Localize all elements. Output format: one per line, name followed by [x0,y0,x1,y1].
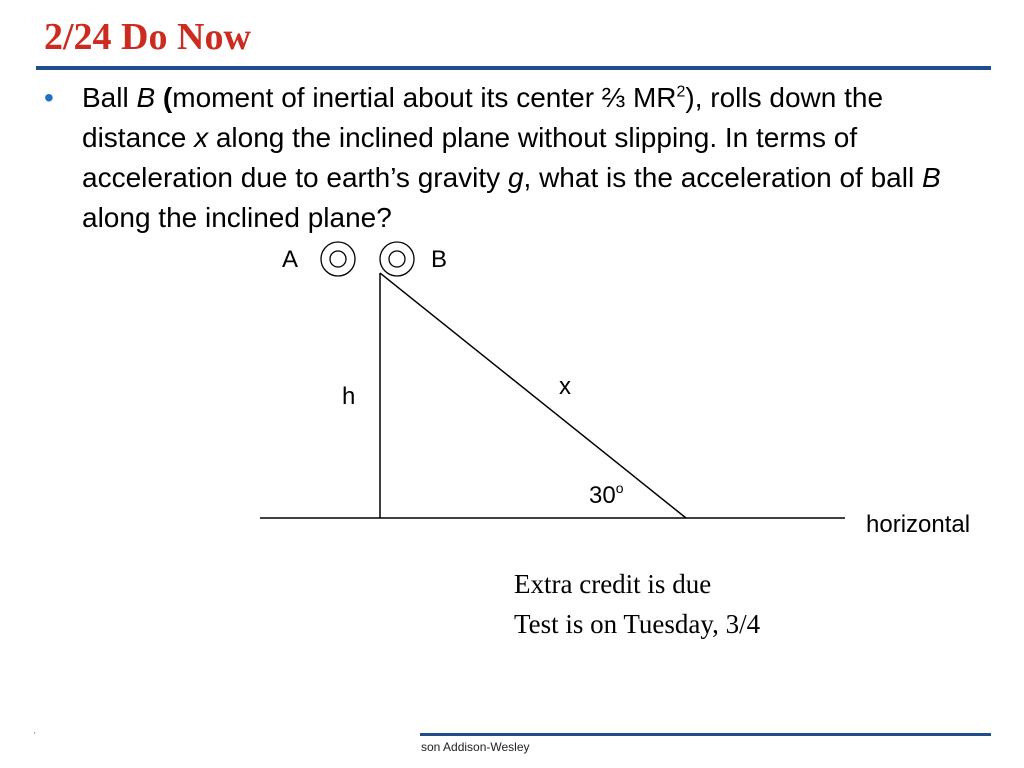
label-h: h [342,383,356,410]
incline-side [380,273,686,518]
label-b: B [431,246,448,273]
footer-copyright: son Addison-Wesley [421,740,530,754]
label-a: A [282,246,299,273]
question-part: Ball [82,82,137,113]
question-part: along the inclined plane? [82,202,392,233]
ball-b-icon [380,242,414,276]
question-part: ), rolls down the distance [82,82,884,153]
ball-b-italic: B [136,82,156,113]
ball-b-italic: B [921,162,941,193]
label-x: x [559,373,571,400]
angle-unit: o [615,480,624,496]
gravity-g-italic: g [507,162,524,193]
footer-mark: ' [34,731,36,740]
angle-value: 30 [589,482,616,509]
test-date-note: Test is on Tuesday, 3/4 [514,609,761,639]
distance-x-italic: x [194,122,209,153]
question-paren: ( [155,82,173,113]
slide-title: 2/24 Do Now [44,16,251,58]
label-horizontal: horizontal [866,511,971,538]
exponent: 2 [676,83,686,101]
angle-label [589,480,624,509]
question-part: along the inclined plane without slipping. In terms of acceleration due to earth’s gravity [82,122,858,193]
question-part: moment of inertial about its center ⅔ MR [172,82,677,113]
ball-a-icon [321,242,355,276]
question-part: , what is the acceleration of ball [523,162,922,193]
extra-credit-note: Extra credit is due [514,569,712,599]
announcements [514,564,760,644]
footer-divider [420,733,991,736]
bullet-icon: • [44,82,54,113]
